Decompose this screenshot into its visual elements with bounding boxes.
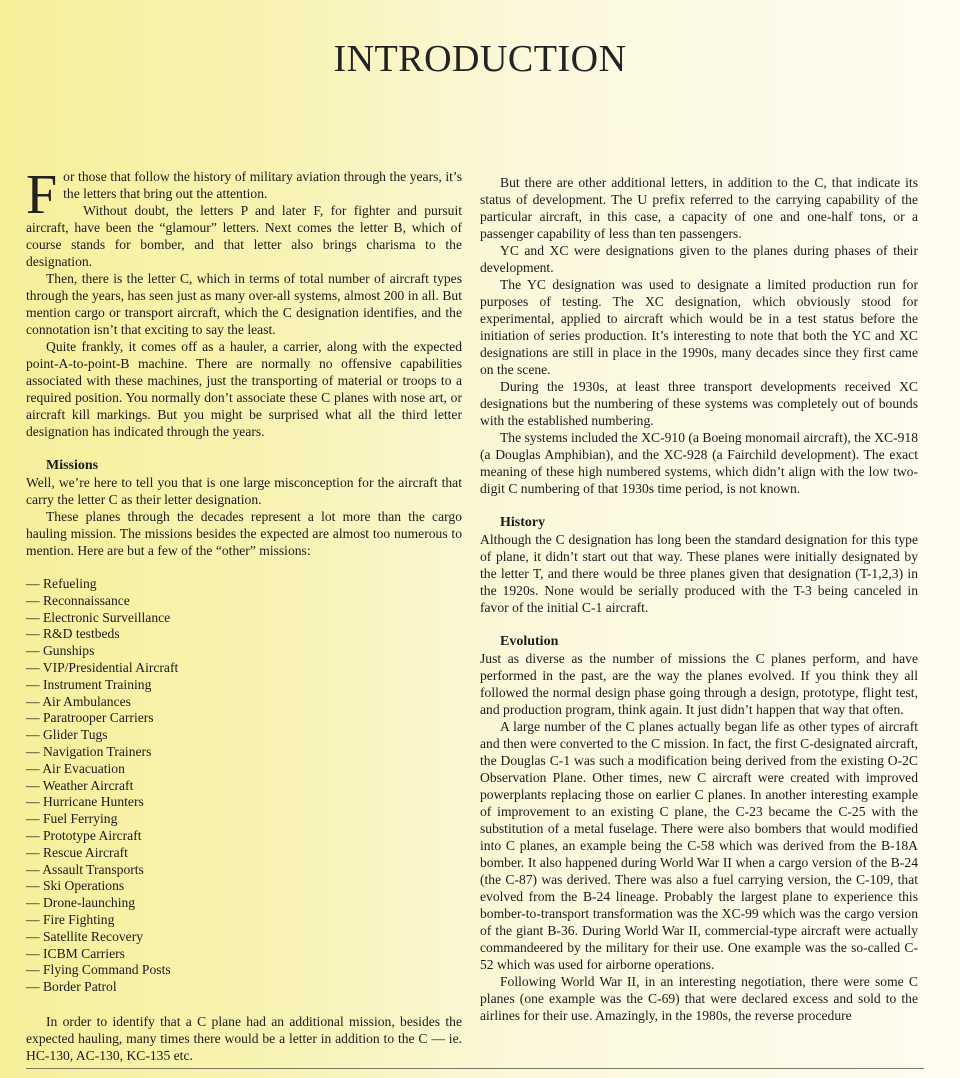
intro-paragraph-4: Quite frankly, it comes off as a hauler, a carrier, along with the expected point-A-to-point-B machine. There are normally no offensive capabilities associated with these machines, just the transporting of material or troops to a required position. You normally don’t associate these C planes with nose art, or aircraft kill markings. But you might be surprised what all the third letter designation has indicated through the years.	[26, 339, 462, 439]
missions-heading: Missions	[46, 458, 99, 473]
closing-paragraph: In order to identify that a C plane had an additional mission, besides the expected hauling, many times there would be a letter in addition to the C — ie. HC-130, AC-130, KC-135 etc.	[26, 1013, 462, 1063]
list-item: — Reconnaissance	[26, 592, 130, 608]
list-item: — Ski Operations	[26, 878, 125, 894]
list-item: — Refueling	[26, 576, 97, 591]
list-item: — Paratrooper Carriers	[26, 710, 154, 726]
evolution-paragraph-1: Just as diverse as the number of missions the C planes perform, and have performed in the past, are the way the planes evolved. If you think they all followed the normal design phase going through a design, prototype, flight test, and production program, think again. It just didn’t happen that way that often.	[480, 651, 918, 717]
missions-paragraph-1: Well, we’re here to tell you that is one large misconception for the aircraft that carry the letter C as their letter designation.	[26, 475, 462, 507]
list-item: — Prototype Aircraft	[26, 827, 142, 843]
designation-paragraph-1: But there are other additional letters, in addition to the C, that indicate its status of development. The U prefix referred to the carrying capability of the particular aircraft, in this case, a capacity of one and one-half tons, or a passenger capability of less than ten passengers.	[480, 175, 918, 241]
list-item: — Air Ambulances	[26, 693, 131, 709]
missions-paragraph-2: These planes through the decades represent a lot more than the cargo hauling mission. The missions besides the expected are almost too numerous to mention. Here are but a few of the “other” missions:	[26, 509, 462, 558]
list-item: — ICBM Carriers	[26, 945, 125, 961]
list-item: — Electronic Surveillance	[26, 609, 171, 625]
evolution-paragraph-3: Following World War II, in an interesting negotiation, there were some C planes (one example was the C-69) that were declared excess and sold to the airlines for their use. Amazingly, in the 1980s, the reverse procedure	[480, 974, 918, 1023]
intro-paragraph-3: Then, there is the letter C, which in terms of total number of aircraft types through the years, has seen just as many over-all systems, almost 200 in all. But mention cargo or transport aircraft, which the C designation identifies, and the connotation isn’t that exciting to say the least.	[26, 271, 462, 337]
designation-paragraph-2: YC and XC were designations given to the planes during phases of their development.	[480, 243, 918, 275]
evolution-paragraph-2: A large number of the C planes actually began life as other types of aircraft and then were converted to the C mission. In fact, the first C-designated aircraft, the Douglas C-1 was such a modification being derived from the existing O-2C Observation Plane. Other times, new C aircraft were created with improved powerplants replacing those on earlier C planes. In another interesting example of improvement to an existing C plane, the C-23 became the C-25 with the substitution of a metal fuselage. There were also bombers that would modified into C planes, an example being the C-58 which was derived from the B-18A bomber. It also happened during World War II when a cargo version of the B-24 (the C-87) was derived. There was also a fuel carrying version, the C-109, that evolved from the B-24 lineage. Probably the largest plane to experience this bomber-to-transport transformation was the XC-99 which was the cargo version of the giant B-36. During World War II, commercial-type aircraft were actually commandeered by the military for their use. One example was the so-called C-52 which was used for airborne operations.	[480, 719, 918, 972]
designation-paragraph-3: The YC designation was used to designate a limited production run for purposes of testing. The XC designation, which obviously stood for experimental, applied to aircraft which would be in a test status before the initiation of series production. It’s interesting to note that both the YC and XC designations are still in place in the 1990s, many decades since they first came on the scene.	[480, 277, 918, 377]
list-item: — Border Patrol	[26, 979, 117, 995]
list-item: — Fuel Ferrying	[26, 811, 118, 827]
list-item: — Hurricane Hunters	[26, 794, 144, 810]
missions-list	[26, 576, 462, 996]
intro-paragraph-2: Without doubt, the letters P and later F, for fighter and pursuit aircraft, have been the “glamour” letters. Next comes the letter B, which of course stands for bomber, and that letter also brings charisma to the designation.	[26, 203, 462, 269]
evolution-heading: Evolution	[500, 634, 559, 649]
right-column	[480, 174, 918, 1024]
list-item: — Assault Transports	[26, 861, 144, 877]
list-item: — Flying Command Posts	[26, 962, 171, 978]
history-paragraph: Although the C designation has long been the standard designation for this type of plane, it didn’t start out that way. These planes were initially designated by the letter T, and there would be three planes given that designation (T-1,2,3) in the 1920s. None would be serially produced with the T-3 being canceled in favor of the initial C-1 aircraft.	[480, 532, 918, 615]
history-heading: History	[500, 515, 546, 530]
list-item: — Weather Aircraft	[26, 777, 134, 793]
list-item: — Glider Tugs	[26, 727, 108, 743]
list-item: — Gunships	[26, 643, 95, 659]
drop-cap: F	[26, 164, 58, 226]
designation-paragraph-4: During the 1930s, at least three transport developments received XC designations but the numbering of these systems was completely out of bounds with the established numbering.	[480, 379, 918, 428]
list-item: — Satellite Recovery	[26, 928, 144, 944]
list-item: — R&D testbeds	[26, 626, 120, 642]
bottom-rule	[26, 1068, 924, 1069]
list-item: — Rescue Aircraft	[26, 844, 128, 860]
list-item: — Navigation Trainers	[26, 743, 152, 759]
list-item: — Drone-launching	[26, 895, 136, 911]
intro-paragraph-1: For those that follow the history of military aviation through the years, it’s the letters that bring out the attention.	[26, 164, 462, 226]
page-title: INTRODUCTION	[333, 38, 627, 81]
designation-paragraph-5: The systems included the XC-910 (a Boeing monomail aircraft), the XC-918 (a Douglas Amphibian), and the XC-928 (a Fairchild development). The exact meaning of these high numbered systems, which didn’t align with the low two-digit C numbering of that 1930s time period, is not known.	[480, 430, 918, 496]
list-item: — Air Evacuation	[26, 760, 125, 776]
left-column	[26, 164, 462, 1064]
list-item: — Instrument Training	[26, 676, 152, 692]
list-item: — VIP/Presidential Aircraft	[26, 659, 179, 675]
list-item: — Fire Fighting	[26, 911, 115, 927]
